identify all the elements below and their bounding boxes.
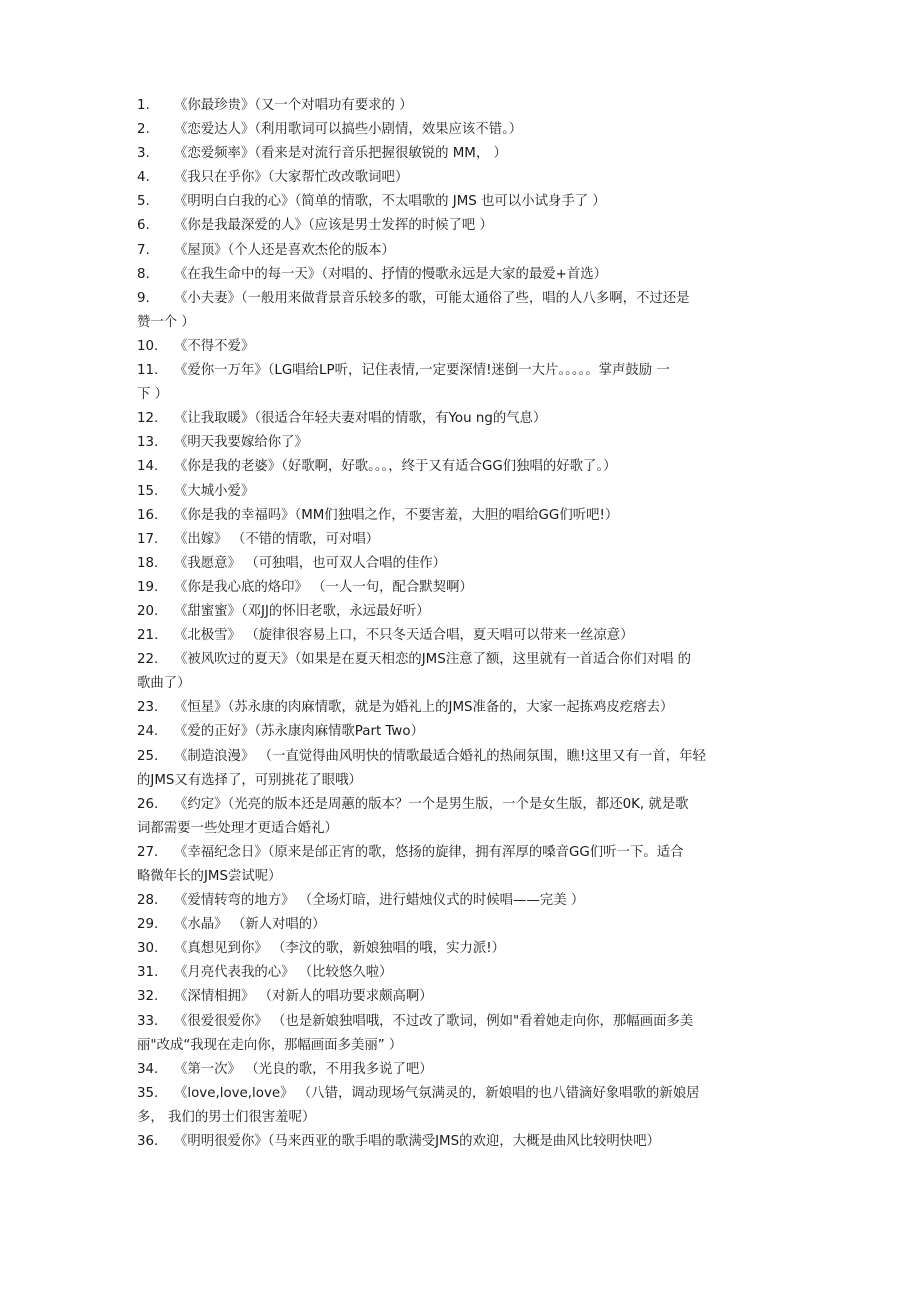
list-item bbox=[137, 600, 787, 624]
list-item-text: 《约定》（光亮的版本还是周蕙的版本？一个是男生版，一个是女生版，都还0K, 就是歌 bbox=[174, 796, 689, 812]
list-item-text: 《爱的正好》（苏永康肉麻情歌Part Two） bbox=[174, 724, 424, 740]
list-item-text-continued: 歌曲了） bbox=[137, 676, 191, 692]
list-item-number: 19. bbox=[137, 579, 159, 595]
list-item-continuation bbox=[137, 1034, 787, 1058]
list-item-text: 《水晶》 （新人对唱的） bbox=[174, 917, 326, 933]
list-item-text: 《你最珍贵》（又一个对唱功有要求的 ） bbox=[174, 98, 413, 113]
list-item bbox=[137, 166, 787, 190]
list-item-text: 《恋爱频率》（看来是对流行音乐把握很敏锐的 MM， ） bbox=[174, 146, 507, 162]
list-item-continuation bbox=[137, 311, 787, 335]
list-item-number: 20. bbox=[137, 603, 159, 619]
list-item-text: 《屋顶》（个人还是喜欢杰伦的版本） bbox=[174, 242, 395, 258]
list-item-text: 《在我生命中的每一天》（对唱的、抒情的慢歌永远是大家的最爱+首选） bbox=[174, 266, 608, 282]
list-item-text: 《爱情转弯的地方》 （全场灯暗，进行蜡烛仪式的时候唱——完美 ） bbox=[174, 893, 585, 909]
list-item-text: 《我愿意》 （可独唱，也可双人合唱的佳作） bbox=[174, 555, 447, 571]
list-item-text-continued: 词都需要一些处理才更适合婚礼） bbox=[137, 820, 338, 836]
list-item-text: 《真想见到你》 （李汶的歌，新娘独唱的哦，实力派!） bbox=[174, 941, 505, 957]
list-item-number: 26. bbox=[137, 796, 159, 812]
list-item-text: 《出嫁》 （不错的情歌，可对唱） bbox=[174, 531, 380, 547]
list-item-text: 《明明很爱你》（马来西亚的歌手唱的歌满受JMS的欢迎，大概是曲风比较明快吧） bbox=[174, 1134, 660, 1150]
list-item-text: 《你是我心底的烙印》 （一人一句，配合默契啊） bbox=[174, 579, 473, 595]
list-item-text: 《不得不爱》 bbox=[174, 338, 255, 354]
list-item bbox=[137, 745, 787, 769]
list-item-number: 22. bbox=[137, 652, 159, 668]
list-item-number: 1. bbox=[137, 98, 150, 113]
list-item-text: 《小夫妻》（一般用来做背景音乐较多的歌，可能太通俗了些，唱的人八多啊，不过还是 bbox=[174, 290, 690, 306]
list-item-text: 《幸福纪念日》（原来是邰正宵的歌，悠扬的旋律，拥有浑厚的嗓音GG们听一下。适合 bbox=[174, 844, 684, 860]
list-item-text-continued: 赞一个 ） bbox=[137, 314, 195, 330]
list-item-text: 《让我取暖》（很适合年轻夫妻对唱的情歌，有You ng的气息） bbox=[174, 411, 547, 427]
list-item bbox=[137, 1058, 787, 1082]
list-item bbox=[137, 985, 787, 1009]
list-item bbox=[137, 1130, 787, 1154]
list-item-text: 《月亮代表我的心》 （比较悠久啦） bbox=[174, 965, 393, 981]
list-item-number: 28. bbox=[137, 893, 159, 909]
list-item-text: 《恋爱达人》（利用歌词可以搞些小剧情，效果应该不错。） bbox=[174, 122, 523, 138]
list-item bbox=[137, 190, 787, 214]
list-item-number: 12. bbox=[137, 411, 159, 427]
list-item-number: 31. bbox=[137, 965, 159, 981]
list-item bbox=[137, 576, 787, 600]
list-item-number: 27. bbox=[137, 844, 159, 860]
list-item-number: 33. bbox=[137, 1013, 159, 1029]
list-item-number: 34. bbox=[137, 1061, 159, 1077]
list-item-text: 《love,love,love》 （八错，调动现场气氛满灵的，新娘唱的也八错滴好象唱歌的新娘居 bbox=[174, 1085, 700, 1101]
list-item bbox=[137, 624, 787, 648]
list-item-text: 《明明白白我的心》（简单的情歌，不太唱歌的 JMS 也可以小试身手了 ） bbox=[174, 194, 606, 210]
list-item-number: 25. bbox=[137, 748, 159, 764]
list-item bbox=[137, 118, 787, 142]
list-item bbox=[137, 431, 787, 455]
list-item-text: 《你是我的老婆》（好歌啊，好歌。。。，终于又有适合GG们独唱的好歌了。） bbox=[174, 459, 617, 475]
list-item bbox=[137, 841, 787, 865]
list-item bbox=[137, 937, 787, 961]
list-item-number: 29. bbox=[137, 917, 159, 933]
list-item bbox=[137, 552, 787, 576]
list-item-continuation bbox=[137, 383, 787, 407]
list-item bbox=[137, 287, 787, 311]
list-item-number: 10. bbox=[137, 338, 159, 354]
list-item-continuation bbox=[137, 817, 787, 841]
list-item bbox=[137, 214, 787, 238]
list-item-number: 35. bbox=[137, 1085, 159, 1101]
list-item-text: 《我只在乎你》（大家帮忙改改歌词吧） bbox=[174, 170, 409, 186]
list-item-number: 6. bbox=[137, 218, 150, 234]
list-item-text-continued: 下 ） bbox=[137, 387, 169, 403]
list-item bbox=[137, 793, 787, 817]
list-item bbox=[137, 335, 787, 359]
list-item bbox=[137, 696, 787, 720]
list-item-number: 17. bbox=[137, 531, 159, 547]
list-item-text: 《深情相拥》 （对新人的唱功要求颇高啊） bbox=[174, 989, 433, 1005]
list-item-text: 《明天我要嫁给你了》 bbox=[174, 435, 308, 451]
list-item-number: 3. bbox=[137, 146, 150, 162]
list-item-number: 15. bbox=[137, 483, 159, 499]
list-item-number: 9. bbox=[137, 290, 150, 306]
list-item-number: 32. bbox=[137, 989, 159, 1005]
list-item-text: 《北极雪》 （旋律很容易上口，不只冬天适合唱，夏天唱可以带来一丝凉意） bbox=[174, 628, 634, 644]
list-item bbox=[137, 263, 787, 287]
list-item-continuation bbox=[137, 1106, 787, 1130]
list-item-text: 《第一次》 （光良的歌，不用我多说了吧） bbox=[174, 1061, 433, 1077]
list-item-text-continued: 丽"改成“我现在走向你，那幅画面多美丽” ） bbox=[137, 1037, 403, 1053]
list-item-number: 21. bbox=[137, 628, 159, 644]
list-item bbox=[137, 239, 787, 263]
list-item-text: 《你是我的幸福吗》（MM们独唱之作，不要害羞，大胆的唱给GG们听吧!） bbox=[174, 507, 619, 523]
list-item bbox=[137, 359, 787, 383]
list-item-text: 《被风吹过的夏天》（如果是在夏天相恋的JMS注意了额，这里就有一首适合你们对唱 的 bbox=[174, 652, 692, 668]
list-item-number: 8. bbox=[137, 266, 150, 282]
list-item-text-continued: 多， 我们的男士们很害羞呢） bbox=[137, 1109, 316, 1125]
list-item bbox=[137, 648, 787, 672]
list-item-text-continued: 略微年长的JMS尝试呢） bbox=[137, 869, 282, 884]
list-item bbox=[137, 455, 787, 479]
list-item bbox=[137, 1010, 787, 1034]
list-item bbox=[137, 889, 787, 913]
list-item bbox=[137, 142, 787, 166]
list-item-text: 《你是我最深爱的人》（应该是男士发挥的时候了吧 ） bbox=[174, 218, 493, 234]
list-item-continuation bbox=[137, 865, 787, 889]
list-item bbox=[137, 1082, 787, 1106]
list-item-number: 4. bbox=[137, 170, 150, 186]
list-item-text: 《制造浪漫》 （一直觉得曲风明快的情歌最适合婚礼的热闹氛围，瞧!这里又有一首，年轻 bbox=[174, 748, 706, 764]
song-list bbox=[137, 94, 787, 1154]
list-item bbox=[137, 504, 787, 528]
list-item-number: 11. bbox=[137, 363, 159, 379]
list-item bbox=[137, 528, 787, 552]
list-item-number: 18. bbox=[137, 555, 159, 571]
list-item-number: 13. bbox=[137, 435, 159, 451]
list-item-number: 2. bbox=[137, 122, 150, 138]
list-item-continuation bbox=[137, 672, 787, 696]
list-item-continuation bbox=[137, 769, 787, 793]
list-item-text: 《很爱很爱你》 （也是新娘独唱哦，不过改了歌词，例如"看着她走向你，那幅画面多美 bbox=[174, 1013, 694, 1029]
list-item-text: 《爱你一万年》（LG唱给LP听，记住表情,一定要深情!迷倒一大片。。。。。掌声鼓励 一 bbox=[174, 363, 670, 379]
list-item bbox=[137, 407, 787, 431]
list-item bbox=[137, 480, 787, 504]
list-item-text: 《恒星》（苏永康的肉麻情歌，就是为婚礼上的JMS准备的，大家一起拣鸡皮疙瘩去） bbox=[174, 700, 674, 716]
list-item-number: 30. bbox=[137, 941, 159, 957]
list-item-number: 5. bbox=[137, 194, 150, 210]
list-item-text: 《大城小爱》 bbox=[174, 483, 255, 499]
list-item-number: 23. bbox=[137, 700, 159, 716]
list-item bbox=[137, 961, 787, 985]
list-item-text: 《甜蜜蜜》（邓JJ的怀旧老歌，永远最好听） bbox=[174, 603, 430, 619]
list-item-number: 16. bbox=[137, 507, 159, 523]
list-item bbox=[137, 913, 787, 937]
list-item-number: 14. bbox=[137, 459, 159, 475]
list-item-number: 36. bbox=[137, 1134, 159, 1150]
list-item-number: 7. bbox=[137, 242, 150, 258]
list-item bbox=[137, 720, 787, 744]
list-item bbox=[137, 94, 787, 118]
list-item-text-continued: 的JMS又有选择了，可别挑花了眼哦） bbox=[137, 772, 362, 788]
list-item-number: 24. bbox=[137, 724, 159, 740]
